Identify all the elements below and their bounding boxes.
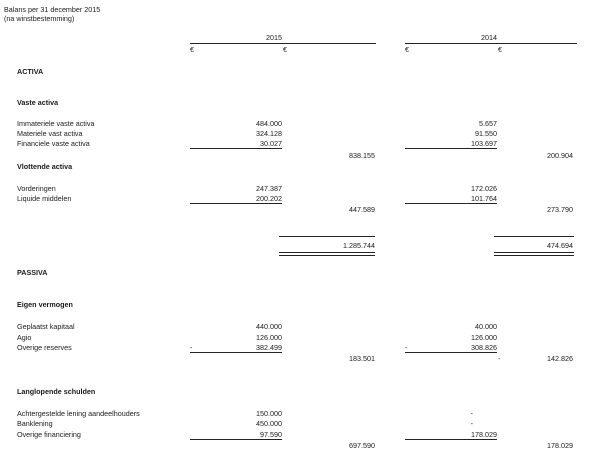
- vlottende-activa-total-2014: 273.790: [547, 205, 573, 214]
- row-label: Materiele vast activa: [17, 129, 83, 138]
- subtotal-rule-2014: [405, 203, 497, 204]
- subtotal-rule-2014: [405, 148, 497, 149]
- header-rule-2014: [405, 43, 577, 44]
- grand-total-double-rule-2015: [279, 252, 375, 256]
- header-rule-2015: [190, 43, 376, 44]
- row-label: Overige financiering: [17, 430, 81, 439]
- row-label: Overige reserves: [17, 343, 72, 352]
- row-value-2014: 5.657: [479, 119, 497, 128]
- currency-symbol-2014b: €: [498, 45, 502, 54]
- langlopende-schulden-heading: Langlopende schulden: [17, 387, 96, 396]
- row-value-2014: -: [470, 409, 473, 418]
- langlopende-schulden-total-2015: 697.590: [349, 441, 375, 450]
- row-value-2015: 440.000: [256, 322, 282, 331]
- row-label: Liquide middelen: [17, 194, 72, 203]
- document-subtitle: (na winstbestemming): [4, 14, 75, 23]
- row-value-2015: 97.590: [260, 430, 282, 439]
- subtotal-rule-2015: [190, 439, 282, 440]
- row-label: Financiele vaste activa: [17, 139, 90, 148]
- subtotal-rule-2014: [405, 439, 497, 440]
- document-title: Balans per 31 december 2015: [4, 5, 101, 14]
- row-value-2014: 40.000: [475, 322, 497, 331]
- grand-total-rule-2014: [494, 236, 574, 237]
- row-label: Achtergestelde lening aandeelhouders: [17, 409, 140, 418]
- activa-grand-total-2015: 1.285.744: [343, 241, 375, 250]
- vaste-activa-total-2015: 838.155: [349, 151, 375, 160]
- row-label: Immateriele vaste activa: [17, 119, 95, 128]
- vlottende-activa-total-2015: 447.589: [349, 205, 375, 214]
- activa-grand-total-2014: 474.694: [547, 241, 573, 250]
- row-value-2015: 324.128: [256, 129, 282, 138]
- row-value-2014: 91.550: [475, 129, 497, 138]
- langlopende-schulden-total-2014: 178.029: [547, 441, 573, 450]
- currency-symbol-2015b: €: [283, 45, 287, 54]
- row-value-2015: 200.202: [256, 194, 282, 203]
- currency-symbol-2014a: €: [405, 45, 409, 54]
- year-2014-header: 2014: [481, 33, 497, 42]
- negative-sign: -: [190, 343, 193, 352]
- row-value-2014: 126.000: [471, 333, 497, 342]
- eigen-vermogen-total-2014: 142.826: [547, 354, 573, 363]
- row-value-2015: 126.000: [256, 333, 282, 342]
- row-value-2015: 450.000: [256, 419, 282, 428]
- vaste-activa-heading: Vaste activa: [17, 98, 59, 107]
- row-value-2014: 178.029: [471, 430, 497, 439]
- row-value-2014: 103.697: [471, 139, 497, 148]
- subtotal-rule-2014: [405, 352, 497, 353]
- passiva-heading: PASSIVA: [17, 268, 48, 277]
- row-value-2015: 382.499: [256, 343, 282, 352]
- row-label: Vorderingen: [17, 184, 56, 193]
- vaste-activa-total-2014: 200.904: [547, 151, 573, 160]
- grand-total-rule-2015: [279, 236, 375, 237]
- row-label: Geplaatst kapitaal: [17, 322, 75, 331]
- row-value-2015: 150.000: [256, 409, 282, 418]
- eigen-vermogen-total-2015: 183.501: [349, 354, 375, 363]
- grand-total-double-rule-2014: [494, 252, 574, 256]
- row-value-2015: 484.000: [256, 119, 282, 128]
- row-value-2014: 101.764: [471, 194, 497, 203]
- year-2015-header: 2015: [266, 33, 282, 42]
- activa-heading: ACTIVA: [17, 67, 44, 76]
- subtotal-rule-2015: [190, 352, 282, 353]
- row-label: Agio: [17, 333, 32, 342]
- row-value-2014: -: [470, 419, 473, 428]
- currency-symbol-2015a: €: [190, 45, 194, 54]
- subtotal-rule-2015: [190, 148, 282, 149]
- row-value-2014: 172.026: [471, 184, 497, 193]
- negative-sign: -: [498, 354, 501, 363]
- negative-sign: -: [405, 343, 408, 352]
- subtotal-rule-2015: [190, 203, 282, 204]
- row-value-2015: 247.387: [256, 184, 282, 193]
- row-value-2015: 30.027: [260, 139, 282, 148]
- eigen-vermogen-heading: Eigen vermogen: [17, 300, 73, 309]
- row-label: Banklening: [17, 419, 53, 428]
- row-value-2014: 308.826: [471, 343, 497, 352]
- vlottende-activa-heading: Vlottende activa: [17, 162, 73, 171]
